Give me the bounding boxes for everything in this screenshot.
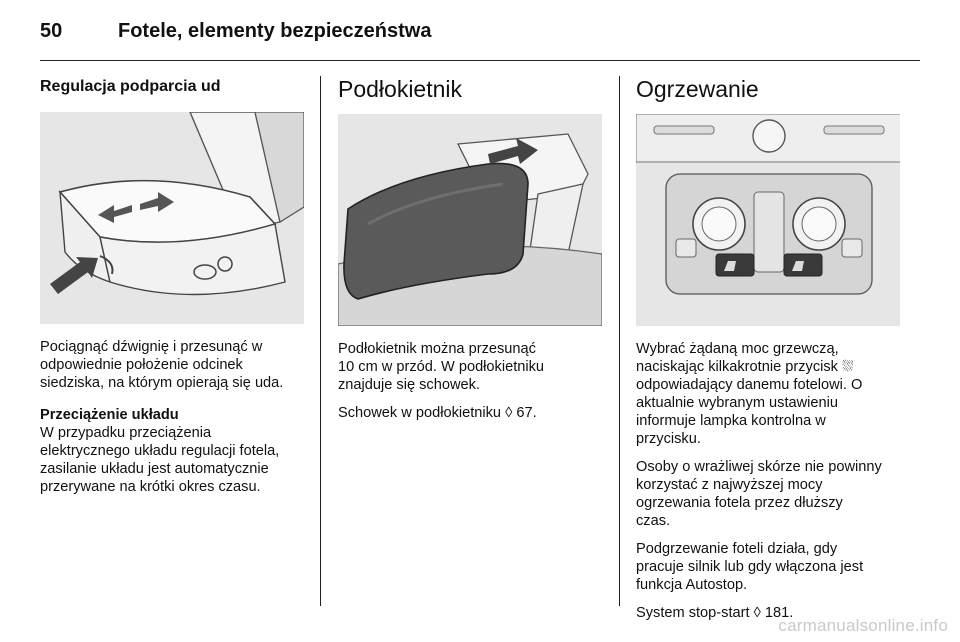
page-title: Fotele, elementy bezpieczeństwa (118, 20, 432, 42)
body-paragraph: System stop-start ◊ 181. (636, 605, 794, 621)
body-paragraph: Schowek w podłokietniku ◊ 67. (338, 405, 537, 421)
section-heading: Ogrzewanie (636, 76, 759, 102)
section-heating (636, 74, 902, 622)
subheading: Przeciążenie układu (40, 407, 179, 423)
page-number: 50 (40, 20, 63, 42)
body-paragraph: Przeciążenie układu W przypadku przeciążenia elektrycznego układu regulacji fotela, zasilanie układu jest automatycznie przerywane na krótki okres czasu. (40, 406, 304, 496)
section-heading: Regulacja podparcia ud (40, 78, 221, 95)
header-divider (40, 60, 920, 61)
body-paragraph: Podłokietnik można przesunąć 10 cm w przód. W podłokietniku znajduje się schowek. (338, 341, 545, 393)
armrest-illustration (338, 114, 602, 326)
page-header (40, 14, 920, 54)
watermark: carmanualsonline.info (778, 616, 948, 635)
body-paragraph: Podgrzewanie foteli działa, gdy pracuje silnik lub gdy włączona jest funkcja Autostop. (636, 541, 864, 593)
section-thigh-support (40, 74, 304, 496)
seat-illustration (40, 112, 304, 324)
body-paragraph: Pociągnąć dźwignię i przesunąć w odpowiednie położenie odcinek siedziska, na którym opierają się uda. (40, 339, 284, 391)
column-divider (320, 76, 321, 606)
section-armrest (338, 74, 602, 422)
section-heading: Podłokietnik (338, 76, 463, 102)
body-paragraph: Osoby o wrażliwej skórze nie powinny korzystać z najwyższej mocy ogrzewania fotela przez dłuższy czas. (636, 459, 882, 529)
heating-controls-illustration (636, 114, 900, 326)
column-divider (619, 76, 620, 606)
body-paragraph: Wybrać żądaną moc grzewczą, naciskając kilkakrotnie przycisk ⛆ odpowiadający danemu fotelowi. O aktualnie wybranym ustawieniu informuje lampka kontrolna w przycisku. (636, 341, 863, 447)
